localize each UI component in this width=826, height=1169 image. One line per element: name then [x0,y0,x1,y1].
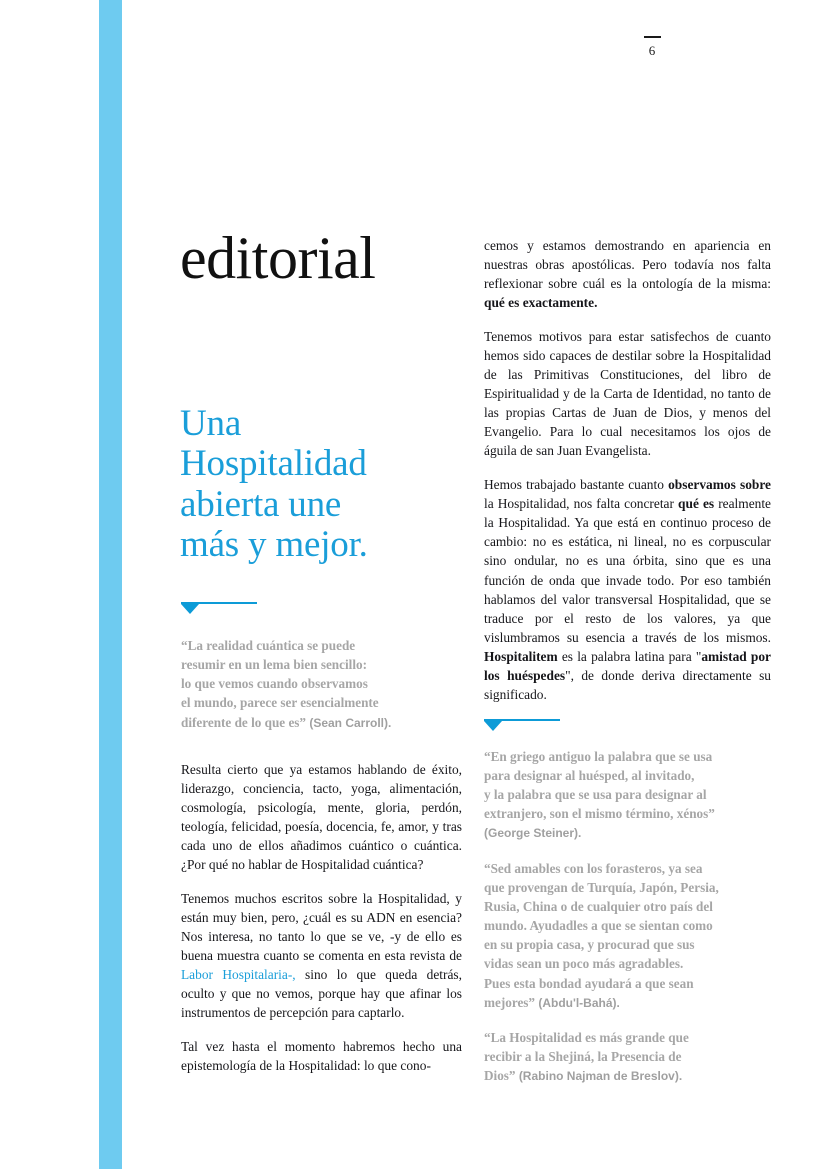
paragraph: Tal vez hasta el momento habremos hecho una epistemología de la Hospitalidad: lo que cono- [181,1039,462,1074]
paragraph: Tenemos motivos para estar satisfechos de cuanto hemos sido capaces de destilar sobre la Hospitalidad de las Primitivas Constituciones, del libro de Espiritualidad y de la Carta de Identidad, no tanto de las propias Cartas de Juan de Dios, y menos del Evangelio. Para lo cual necesitamos los ojos de águila de san Juan Evangelista. [484,329,771,459]
pullquote-attribution: (Rabino Najman de Breslov). [518,1069,683,1084]
pullquote-line-1: “La Hospitalidad es más grande que [484,1030,689,1046]
paragraph-part: ", de donde deriva directamente su significado. [484,667,771,702]
pullquote-line-3: Dios” [484,1068,516,1084]
paragraph-part: la Hospitalidad, nos falta concretar [484,496,679,512]
page-number: 6 [648,42,656,58]
pullquote-line-3: y la palabra que se usa para designar al [484,787,707,802]
pullquote-line-2: para designar al huésped, al invitado, [484,767,695,783]
paragraph: Resulta cierto que ya estamos hablando de éxito, liderazgo, conciencia, tacto, yoga, alimentación, cosmología, psicología, mente, gloria, perdón, teología, felicidad, poesía, docencia, fe, amor, y tras cada uno de ellos añadimos cuántico o cuántica. ¿Por qué no hablar de Hospitalidad cuántica? [181,762,462,873]
emphasis-text: qué es exactamente. [484,295,598,311]
left-body-text [181,760,462,1075]
pullquote-line-1: “Sed amables con los forasteros, ya sea [484,860,703,876]
pullquote-line-2: resumir en un lema bien sencillo: [181,657,367,673]
pullquote-line-3: Rusia, China o de cualquier otro país del [484,898,713,914]
folio-rule [644,36,661,38]
pullquote-line-4: el mundo, parece ser esencialmente [181,695,379,711]
paragraph-part: Hemos trabajado bastante cuanto [484,477,669,493]
pullquote-line-4: extranjero, son el mismo término, xénos” [484,806,715,822]
pullquote-line-1: “La realidad cuántica se puede [181,638,356,653]
paragraph-part: es la palabra latina para " [557,648,702,664]
headline-line-2: Hospitalidad [180,443,367,485]
pullquote-abdul-baha [484,859,771,1012]
page-title: editorial [180,225,376,291]
pullquote-line-1: “En griego antiguo la palabra que se usa [484,748,713,764]
paragraph-part: realmente la Hospitalidad. Ya que está en continuo proceso de cambio: no es estática, ni lineal, no es corpuscular sino ondular, no es una órbita, sino que es una función de onda que invade todo. Por eso también hablamos del valor transversal Hospitalidad, que se traduce por el resto de los valores, ya que vislumbramos su esencia a través de los mismos. [484,496,771,645]
headline-line-3: abierta une [180,483,342,525]
publication-link[interactable]: Labor Hospitalaria-, [181,967,296,983]
folio [632,36,672,57]
ornament-triangle-rule-right [484,719,560,731]
pullquote-line-6: vidas sean un poco más agradables. [484,956,684,972]
emphasis-text: observamos sobre [668,477,771,493]
pullquote-attribution: (George Steiner). [484,826,582,841]
pullquote-attribution: (Sean Carroll). [309,715,392,730]
headline-line-1: Una [180,403,242,444]
headline [180,404,460,565]
emphasis-text: qué es [678,496,715,512]
paragraph [181,889,462,1022]
headline-line-4: más y mejor. [180,523,368,565]
paragraph-part: cemos y estamos demostrando en apariencia en nuestras obras apostólicas. Pero todavía nos falta reflexionar sobre cuál es la ontología de la misma: [484,238,771,292]
pullquote-line-5: en su propia casa, y procurad que sus [484,937,695,953]
pullquote-sean-carroll [181,636,451,732]
left-column [180,0,462,1169]
paragraph-part: sino lo que queda detrás, oculto y que no vemos, porque hay que afinar los instrumentos de percepción para captarlo. [181,967,462,1021]
ornament-triangle-rule-left [181,602,257,614]
pullquote-line-4: mundo. Ayudadles a que se sientan como [484,918,713,934]
emphasis-text: amistad por los huéspedes [484,648,771,683]
pullquote-line-8: mejores” [484,994,536,1010]
pullquote-attribution: (Abdu'l-Bahá). [538,995,620,1010]
pullquote-line-2: recibir a la Shejiná, la Presencia de [484,1049,682,1065]
right-column [484,236,771,1102]
pullquote-rabino-najman [484,1028,771,1086]
pullquote-line-5: diferente de lo que es” [181,714,307,730]
pullquote-line-2: que provengan de Turquía, Japón, Persia, [484,879,719,895]
left-edge-blue-strip [99,0,122,1169]
triangle-down-icon [181,604,199,614]
pullquote-line-7: Pues esta bondad ayudará a que sean [484,975,694,991]
paragraph [484,475,771,703]
paragraph-part: Tenemos muchos escritos sobre la Hospitalidad, y están muy bien, pero, ¿cuál es su ADN en esencia? Nos interesa, no tanto lo que se ve, -y de ello es buena muestra cuanto se comenta en esta revista de [181,891,462,964]
emphasis-text: Hospitalitem [484,648,558,664]
triangle-down-icon [484,721,502,731]
pullquote-line-3: lo que vemos cuando observamos [181,676,368,692]
pullquote-george-steiner [484,747,771,843]
paragraph [484,236,771,312]
